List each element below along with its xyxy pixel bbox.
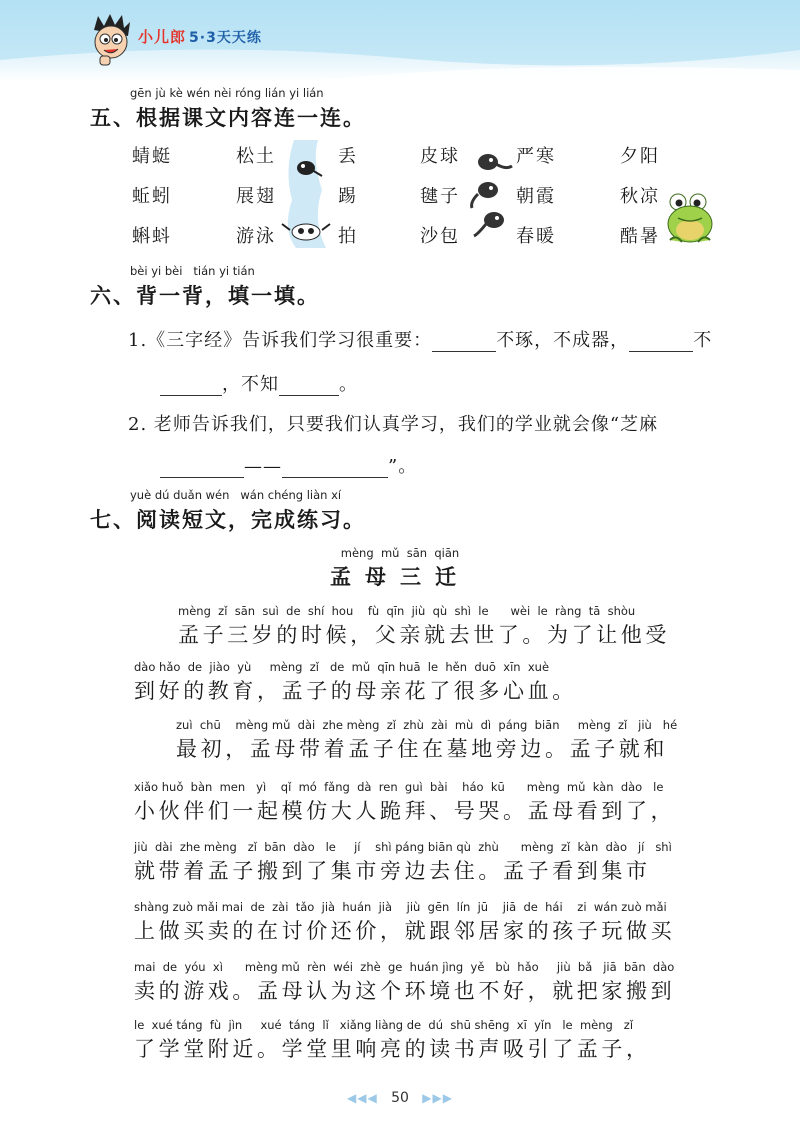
passage-line-text: 最初，孟母带着孟子住在墓地旁边。孟子就和 — [176, 737, 668, 761]
answer-blank[interactable] — [160, 378, 222, 396]
question-2-end: ”。 — [388, 456, 418, 477]
passage-line — [134, 900, 675, 945]
passage-line — [178, 604, 670, 649]
passage-line-text: 到好的教育，孟子的母亲花了很多心血。 — [134, 679, 577, 703]
answer-blank[interactable] — [629, 334, 693, 352]
passage-line-text: 卖的游戏。孟母认为这个环境也不好，就把家搬到 — [134, 979, 676, 1003]
section-6-pinyin: bèi yi bèi tián yi tián — [130, 264, 255, 278]
passage-line — [134, 840, 672, 885]
passage-line-pinyin: le xué táng fù jìn xué táng lǐ xiǎng liàng de dú shū shēng xī yǐn le mèng zǐ — [134, 1018, 634, 1032]
passage-line-pinyin: dào hǎo de jiào yù mèng zǐ de mǔ qīn huā le hěn duō xīn xuè — [134, 660, 550, 674]
section-7-heading — [90, 488, 366, 534]
passage-line — [134, 1018, 651, 1063]
question-1-text: ，不知 — [222, 374, 279, 395]
section-7-pinyin: yuè dú duǎn wén wán chéng liàn xí — [130, 488, 342, 502]
word-item[interactable]: 酷暑 — [620, 226, 660, 247]
word-item[interactable]: 秋凉 — [620, 186, 660, 207]
left-arrows-icon: ◀◀◀ — [347, 1091, 378, 1105]
brand-subtitle: 5·3天天练 — [189, 30, 262, 46]
word-item[interactable]: 毽子 — [420, 186, 460, 207]
header-banner — [0, 0, 800, 82]
passage-line-pinyin: jiù dài zhe mèng zǐ bān dào le jí shì páng biān qù zhù mèng zǐ kàn dào jí shì — [134, 840, 672, 854]
passage-line-pinyin: mèng zǐ sān suì de shí hou fù qīn jiù qù shì le wèi le ràng tā shòu — [178, 604, 636, 618]
answer-blank[interactable] — [160, 460, 244, 478]
water-splash-illustration-icon — [276, 140, 332, 248]
page-number: 50 — [391, 1090, 409, 1106]
boy-mascot-icon — [88, 12, 134, 66]
word-item[interactable]: 朝霞 — [516, 186, 556, 207]
passage-line — [134, 960, 675, 1005]
passage-line-text: 上做买卖的在讨价还价，就跟邻居家的孩子玩做买 — [134, 919, 676, 943]
passage-line-text: 小伙伴们一起模仿大人跪拜、号哭。孟母看到了， — [134, 799, 676, 823]
question-1-line-2 — [160, 370, 358, 396]
passage-title-block — [0, 546, 800, 591]
section-5-title: 五、根据课文内容连一连。 — [90, 105, 366, 130]
word-item[interactable]: 游泳 — [236, 226, 276, 247]
word-item[interactable]: 皮球 — [420, 146, 460, 167]
passage-line — [176, 718, 677, 763]
passage-line-text: 孟子三岁的时候，父亲就去世了。为了让他受 — [178, 623, 670, 647]
section-6-heading — [90, 264, 320, 310]
question-1-text: 不琢，不成器， — [496, 330, 630, 351]
answer-blank[interactable] — [279, 378, 339, 396]
word-item[interactable]: 蚯蚓 — [132, 186, 172, 207]
passage-title-pinyin: mèng mǔ sān qiān — [340, 546, 460, 560]
passage-line-text: 就带着孟子搬到了集市旁边去住。孟子看到集市 — [134, 859, 651, 883]
answer-blank[interactable] — [432, 334, 496, 352]
word-item[interactable]: 蜻蜓 — [132, 146, 172, 167]
passage-title: 孟母三迁 — [330, 564, 470, 589]
word-item[interactable]: 夕阳 — [620, 146, 660, 167]
passage-line-pinyin: mai de yóu xì mèng mǔ rèn wéi zhè ge huán jìng yě bù hǎo jiù bǎ jiā bān dào — [134, 960, 675, 974]
word-item[interactable]: 沙包 — [420, 226, 460, 247]
word-item[interactable]: 春暖 — [516, 226, 556, 247]
word-item[interactable]: 严寒 — [516, 146, 556, 167]
section-5-pinyin: gēn jù kè wén nèi róng lián yi lián — [130, 86, 324, 100]
answer-blank[interactable] — [282, 460, 388, 478]
tadpole-illustration-icon — [466, 150, 516, 240]
page-footer — [0, 1090, 800, 1106]
word-matching-grid — [130, 142, 730, 252]
passage-line-pinyin: xiǎo huǒ bàn men yì qǐ mó fǎng dà ren guì bài háo kū mèng mǔ kàn dào le — [134, 780, 664, 794]
question-2-dash: —— — [244, 456, 282, 477]
passage-line — [134, 780, 675, 825]
word-item[interactable]: 蝌蚪 — [132, 226, 172, 247]
word-item[interactable]: 展翅 — [236, 186, 276, 207]
passage-line-pinyin: zuì chū mèng mǔ dài zhe mèng zǐ zhù zài mù dì páng biān mèng zǐ jiù hé — [176, 718, 678, 732]
question-2-prompt: 2. 老师告诉我们，只要我们认真学习，我们的学业就会像“芝麻 — [128, 414, 659, 435]
passage-line — [134, 660, 577, 705]
question-1-text: 不 — [693, 330, 713, 351]
passage-line-text: 了学堂附近。学堂里响亮的读书声吸引了孟子， — [134, 1037, 651, 1061]
right-arrows-icon: ▶▶▶ — [422, 1091, 453, 1105]
passage-line-pinyin: shàng zuò mǎi mai de zài tǎo jià huán jià jiù gēn lín jū jiā de hái zi wán zuò mǎi — [134, 900, 667, 914]
question-1-line-1 — [128, 326, 712, 352]
word-item[interactable]: 拍 — [338, 226, 358, 247]
brand-name: 小儿郎 — [138, 28, 187, 46]
word-item[interactable]: 踢 — [338, 186, 358, 207]
frog-illustration-icon — [664, 192, 716, 246]
section-7-title: 七、阅读短文，完成练习。 — [90, 507, 366, 532]
question-1-prompt: 1.《三字经》告诉我们学习很重要： — [128, 330, 433, 351]
word-item[interactable]: 松土 — [236, 146, 276, 167]
question-2-line-2 — [160, 452, 417, 478]
question-1-text: 。 — [339, 374, 358, 395]
section-6-title: 六、背一背，填一填。 — [90, 283, 320, 308]
brand-title — [138, 26, 262, 47]
section-5-heading — [90, 86, 366, 132]
word-item[interactable]: 丢 — [338, 146, 358, 167]
question-2-line-1 — [128, 410, 658, 436]
